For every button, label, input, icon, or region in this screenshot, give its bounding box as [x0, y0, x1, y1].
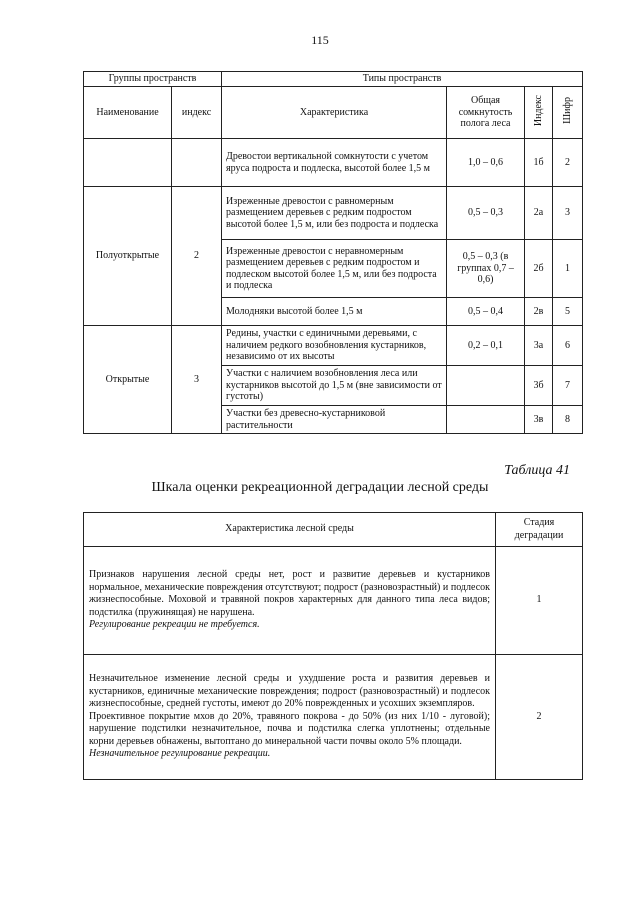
row-code: 1 [553, 240, 583, 298]
page-number: 115 [311, 33, 329, 47]
row-desc: Изреженные древостои с равномерным размещением деревьев с редким подростом высотой более 1,5 м, или без подроста и подлеска [222, 187, 447, 240]
row-closure [447, 406, 525, 434]
space-types-table [83, 71, 583, 434]
stage-note: Регулирование рекреации не требуется. [89, 619, 260, 631]
row-code: 3 [553, 187, 583, 240]
row-closure: 0,5 – 0,4 [447, 298, 525, 326]
row-closure: 0,5 – 0,3 (в группах 0,7 – 0,6) [447, 240, 525, 298]
header-characteristic: Характеристика лесной среды [84, 513, 496, 547]
header-stage: Стадия деградации [496, 513, 583, 547]
row-index: 2в [525, 298, 553, 326]
stage-text: Признаков нарушения лесной среды нет, рост и развитие деревьев и кустарников нормальное, механические повреждения отсутствуют; подрост (разновозрастный) и подлесок жизнеспособные. Моховой и травяной покров характерных для данного типа леса видов; подстилка (пружинящая) не нарушена. [89, 569, 490, 618]
header-code-vertical: Шифр [553, 87, 583, 139]
table-row [84, 326, 583, 366]
degradation-scale-table [83, 512, 583, 780]
row-desc: Молодняки высотой более 1,5 м [222, 298, 447, 326]
stage-text-2: Проективное покрытие мхов до 20%, травяного покрова - до 50% (из них 1/10 - луговой); нарушение подстилки незначительное, почва и подстилка слегка уплотнены; отдельные корни деревьев обнажены, вытоптано до минеральной части почвы около 5% площади. [89, 710, 490, 747]
row-index: 3а [525, 326, 553, 366]
row-closure: 0,5 – 0,3 [447, 187, 525, 240]
header-name: Наименование [84, 87, 172, 139]
row-closure: 0,2 – 0,1 [447, 326, 525, 366]
stage-description [84, 547, 496, 655]
row-code: 7 [553, 366, 583, 406]
row-code: 6 [553, 326, 583, 366]
row-desc: Участки без древесно-кустарниковой растительности [222, 406, 447, 434]
row-code: 8 [553, 406, 583, 434]
row-desc: Редины, участки с единичными деревьями, с наличием редкого возобновления кустарников, независимо от их высоты [222, 326, 447, 366]
row-closure [447, 366, 525, 406]
group-name-empty [84, 139, 172, 187]
table-caption: Таблица 41 [504, 463, 570, 478]
row-desc: Участки с наличием возобновления леса или кустарников высотой до 1,5 м (вне зависимости от густоты) [222, 366, 447, 406]
row-code: 2 [553, 139, 583, 187]
row-index: 3б [525, 366, 553, 406]
table-row [84, 547, 583, 655]
row-index: 3в [525, 406, 553, 434]
stage-number: 2 [496, 655, 583, 780]
row-code: 5 [553, 298, 583, 326]
table-row [84, 655, 583, 780]
table-title: Шкала оценки рекреационной деградации лесной среды [151, 480, 489, 495]
header-index: индекс [172, 87, 222, 139]
stage-description [84, 655, 496, 780]
stage-number: 1 [496, 547, 583, 655]
header-types: Типы пространств [222, 72, 583, 87]
row-index: 2а [525, 187, 553, 240]
group-name: Открытые [84, 326, 172, 434]
row-index: 2б [525, 240, 553, 298]
table-row [84, 187, 583, 240]
header-groups: Группы пространств [84, 72, 222, 87]
row-index: 1б [525, 139, 553, 187]
table-row [84, 139, 583, 187]
group-name: Полуоткрытые [84, 187, 172, 326]
header-index-vertical: Индекс [525, 87, 553, 139]
row-closure: 1,0 – 0,6 [447, 139, 525, 187]
group-index: 3 [172, 326, 222, 434]
stage-text: Незначительное изменение лесной среды и ухудшение роста и развития деревьев и кустарников, единичные механические повреждения; подрост (разновозрастный) и подлесок жизнеспособные, средней густоты, имеют до 20% поврежденных и усохших экземпляров. [89, 673, 490, 710]
header-closure: Общая сомкнутость полога леса [447, 87, 525, 139]
row-desc: Изреженные древостои с неравномерным размещением деревьев с редким подростом и подлеском высотой более 1,5 м, или без подроста и подлеска [222, 240, 447, 298]
group-index: 2 [172, 187, 222, 326]
group-index-empty [172, 139, 222, 187]
header-characteristic: Характеристика [222, 87, 447, 139]
stage-note: Незначительное регулирование рекреации. [89, 748, 271, 760]
row-desc: Древостои вертикальной сомкнутости с учетом яруса подроста и подлеска, высотой более 1,5 м [222, 139, 447, 187]
